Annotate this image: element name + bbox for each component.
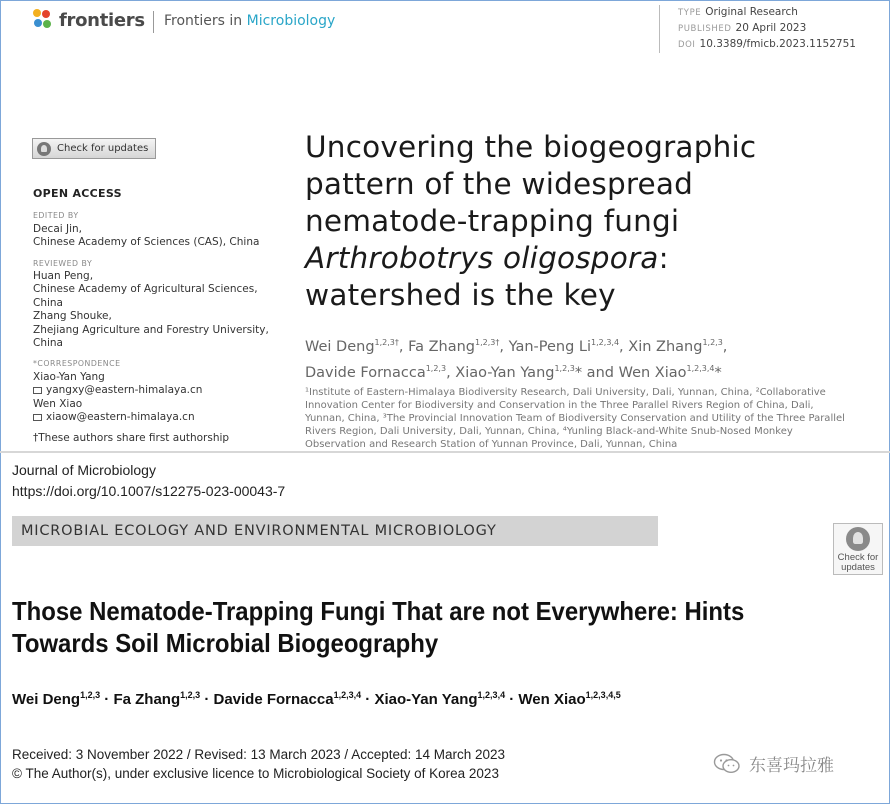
reviewer-line: Chinese Academy of Agricultural Sciences,	[33, 283, 258, 296]
check-updates-label: Check for	[837, 552, 879, 563]
title-line	[305, 240, 865, 277]
author-separator: ·	[100, 691, 114, 708]
species-name: Arthrobotrys oligospora	[305, 241, 659, 275]
frontiers-article-header	[1, 1, 888, 451]
section-label: MICROBIAL ECOLOGY AND ENVIRONMENTAL MICROBIOLOGY	[21, 523, 497, 539]
edited-by-label: EDITED BY	[33, 211, 79, 221]
frontiers-logo[interactable]	[33, 9, 145, 31]
wechat-icon	[713, 753, 741, 775]
open-access-label: OPEN ACCESS	[33, 187, 122, 200]
watermark-text: 东喜玛拉雅	[749, 756, 834, 775]
author-affiliation-marker: 1,2,3	[425, 363, 447, 373]
author-separator: ·	[505, 691, 519, 708]
envelope-icon	[33, 387, 42, 394]
author-list	[12, 690, 621, 708]
section-banner	[12, 516, 658, 546]
envelope-icon	[33, 414, 42, 421]
author-name[interactable]: Wen Xiao	[518, 691, 586, 708]
doi-value[interactable]: 10.3389/fmicb.2023.1152751	[699, 38, 856, 50]
author-affiliation-marker: 1,2,3†	[475, 338, 500, 347]
author-name[interactable]: Wei Deng	[305, 338, 375, 355]
type-value: Original Research	[705, 6, 798, 18]
author-name[interactable]: Fa Zhang	[408, 338, 476, 355]
author-affiliation-marker: 1,2,3,4	[477, 690, 506, 700]
frontiers-logo-icon	[33, 9, 53, 31]
article-sidebar	[33, 187, 283, 445]
correspondent-name: Xiao-Yan Yang	[33, 370, 105, 383]
author-name[interactable]: Davide Fornacca	[305, 364, 426, 381]
author-separator: ·	[200, 691, 214, 708]
author-name[interactable]: Wen Xiao	[618, 364, 687, 381]
author-separator: ,	[619, 338, 629, 355]
correspondent-email[interactable]: xiaow@eastern-himalaya.cn	[46, 411, 195, 424]
logo-wordmark: frontiers	[59, 9, 145, 31]
wechat-watermark	[713, 751, 834, 776]
journal-prefix: Frontiers in	[164, 13, 247, 29]
editor-affiliation: Chinese Academy of Sciences (CAS), China	[33, 236, 260, 249]
logo-divider	[153, 11, 154, 33]
correspondent-email-row[interactable]	[33, 384, 283, 397]
correspondent-email-row[interactable]	[33, 411, 283, 424]
reviewer-line: Zhejiang Agriculture and Forestry University,	[33, 323, 269, 336]
article-title	[305, 129, 865, 314]
history-dates: Received: 3 November 2022 / Revised: 13 March 2023 / Accepted: 14 March 2023	[12, 747, 506, 762]
title-colon: :	[658, 241, 669, 275]
journal-name[interactable]	[164, 13, 335, 29]
author-separator: ,	[446, 364, 456, 381]
title-line: Those Nematode-Trapping Fungi That are not Everywhere: Hints	[12, 596, 745, 626]
author-name[interactable]: Xiao-Yan Yang	[455, 364, 555, 381]
article-meta	[659, 5, 856, 53]
reviewer-line: China	[33, 296, 63, 309]
journal-name: Journal of Microbiology	[12, 462, 156, 478]
author-affiliation-marker: 1,2,3,4	[591, 338, 620, 347]
check-for-updates-badge[interactable]	[833, 523, 883, 575]
title-line: nematode-trapping fungi	[305, 204, 680, 238]
author-name[interactable]: Davide Fornacca	[213, 691, 334, 708]
author-name[interactable]: Yan-Peng Li	[508, 338, 592, 355]
author-separator: ·	[361, 691, 375, 708]
doi-link[interactable]: https://doi.org/10.1007/s12275-023-00043-7	[12, 483, 286, 499]
title-line: Uncovering the biogeographic	[305, 130, 757, 164]
author-separator: ,	[499, 338, 509, 355]
author-affiliation-marker: 1,2,3	[180, 690, 201, 700]
title-line: Towards Soil Microbial Biogeography	[12, 628, 439, 658]
author-affiliation-marker: 1,2,3,4,5	[585, 690, 621, 700]
copyright-line: © The Author(s), under exclusive licence to Microbiological Society of Korea 2023	[12, 766, 499, 781]
author-affiliation-marker: 1,2,3,4	[333, 690, 362, 700]
journal-field: Microbiology	[246, 13, 336, 29]
first-authorship-note: †These authors share first authorship	[33, 431, 230, 444]
correspondent-email[interactable]: yangxy@eastern-himalaya.cn	[46, 384, 203, 397]
author-affiliation-marker: 1,2,3†	[374, 338, 399, 347]
author-affiliation-marker: 1,2,3,4	[686, 363, 715, 373]
title-line: watershed is the key	[305, 278, 616, 312]
crossmark-icon	[846, 527, 870, 551]
doi-label: DOI	[678, 40, 696, 50]
reviewer-line: Huan Peng,	[33, 270, 94, 283]
journal-of-microbiology-header	[0, 453, 890, 804]
correspondence-label: *CORRESPONDENCE	[33, 359, 121, 369]
author-name[interactable]: Xiao-Yan Yang	[374, 691, 478, 708]
published-label: PUBLISHED	[678, 24, 732, 34]
author-name[interactable]: Fa Zhang	[113, 691, 181, 708]
author-separator: ,	[722, 338, 728, 355]
author-affiliation-marker: 1,2,3	[554, 363, 575, 373]
check-updates-label: Check for updates	[57, 143, 149, 154]
title-line: pattern of the widespread	[305, 167, 694, 201]
author-separator: ,	[398, 338, 409, 355]
correspondent-name: Wen Xiao	[33, 397, 83, 410]
author-affiliation-marker: 1,2,3	[702, 338, 723, 347]
reviewed-by-label: REVIEWED BY	[33, 258, 93, 268]
reviewer-line: China	[33, 337, 63, 350]
editor-name: Decai Jin,	[33, 222, 83, 235]
check-for-updates-button[interactable]	[32, 138, 156, 159]
published-value: 20 April 2023	[735, 22, 807, 34]
check-updates-label: updates	[841, 562, 875, 573]
type-label: TYPE	[678, 8, 702, 18]
author-separator: * and	[574, 364, 619, 381]
author-name[interactable]: Xin Zhang	[628, 338, 703, 355]
author-name[interactable]: Wei Deng	[12, 691, 81, 708]
article-title	[12, 595, 748, 659]
crossmark-icon	[37, 142, 51, 156]
author-affiliation-marker: 1,2,3	[80, 690, 101, 700]
author-list	[305, 332, 825, 384]
affiliations: ¹Institute of Eastern-Himalaya Biodiversity Research, Dali University, Dali, Yunnan, China, ²Collaborative Innovation Center for Biodiversity and Conservation in the Three Parallel Rivers Region of China, Dali, Yunnan, China, ³The Provincial Innovation Team of Biodiversity Conservation and Utility of the Three Parallel Rivers Region, Dali University, Dali, Yunnan, China, ⁴Yunling Black-and-White Snub-Nosed Monkey Observation and Research Station of Yunnan Province, Dali, Yunnan, China	[305, 387, 845, 450]
author-separator: *	[714, 364, 722, 381]
reviewer-line: Zhang Shouke,	[33, 310, 112, 323]
